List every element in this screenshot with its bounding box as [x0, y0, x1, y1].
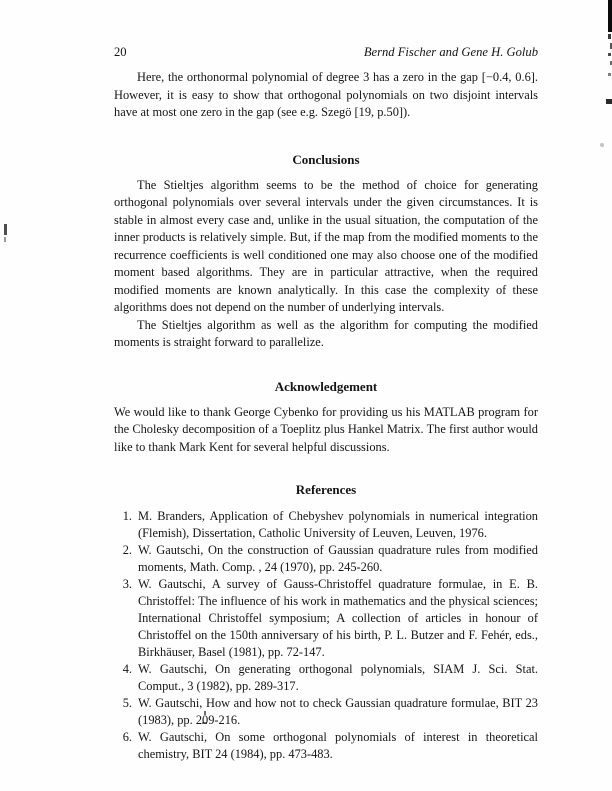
scan-artifact-speck	[608, 34, 611, 39]
reference-item	[117, 576, 538, 661]
reference-text: M. Branders, Application of Chebyshev polynomials in numerical integration (Flemish), Dissertation, Catholic University of Leuven, Leuven, 1976.	[138, 509, 538, 540]
acknowledgement-paragraph: We would like to thank George Cybenko for providing us his MATLAB program for the Cholesky decomposition of a Toeplitz plus Hankel Matrix. The first author would like to thank Mark Kent for several helpful discussions.	[114, 404, 538, 454]
reference-number: 3.	[122, 577, 132, 591]
reference-item	[117, 542, 538, 576]
scan-artifact-edge-strip	[608, 0, 612, 32]
references-heading: References	[295, 482, 357, 497]
page-number: 20	[114, 45, 127, 59]
reference-text: W. Gautschi, How and how not to check Gaussian quadrature formulae, BIT 23 (1983), pp. 209-216.	[138, 696, 538, 727]
scan-artifact-speck	[600, 143, 604, 147]
reference-number: 4.	[122, 662, 132, 676]
reference-item	[117, 508, 538, 542]
scan-artifact-speck	[608, 73, 611, 76]
reference-item	[117, 661, 538, 695]
reference-number: 1.	[122, 509, 132, 523]
conclusions-paragraph-1: The Stieltjes algorithm seems to be the method of choice for generating orthogonal polynomials over several intervals under the given circumstances. It is stable in almost every case and, unlike in the usual situation, the computation of the inner products is relatively simple. But, if the map from the modified moments to the recurrence coefficients is well conditioned one may also choose one of the modified moment based algorithms. They are in particular attractive, when the required modified moments are known analytically. In this case the complexity of these algorithms does not depend on the number of underlying intervals.	[114, 177, 538, 314]
scan-artifact-speck	[608, 53, 611, 56]
reference-text: W. Gautschi, A survey of Gauss-Christoffel quadrature formulae, in E. B. Christoffel: The influence of his work in mathematics and the physical sciences; International Christoffel symposium; A collection of articles in honour of Christoffel on the 150th anniversary of his birth, P. L. Butzer and F. Fehér, eds., Birkhäuser, Basel (1981), pp. 72-147.	[138, 577, 538, 659]
scan-artifact-speck	[4, 237, 6, 242]
reference-text: W. Gautschi, On some orthogonal polynomials of interest in theoretical chemistry, BIT 24 (1984), pp. 473-483.	[138, 730, 538, 761]
reference-number: 6.	[122, 730, 132, 744]
references-list	[114, 508, 538, 763]
page-content	[114, 44, 538, 763]
scan-artifact-speck	[4, 224, 7, 235]
reference-item	[117, 729, 538, 763]
reference-text: W. Gautschi, On the construction of Gaussian quadrature rules from modified moments, Math. Comp. , 24 (1970), pp. 245-260.	[138, 543, 538, 574]
conclusions-paragraph-2: The Stieltjes algorithm as well as the algorithm for computing the modified moments is straight forward to parallelize.	[114, 317, 538, 349]
scan-artifact-speck	[606, 99, 612, 104]
reference-number: 5.	[122, 696, 132, 710]
reference-text: W. Gautschi, On generating orthogonal polynomials, SIAM J. Sci. Stat. Comput., 3 (1982), pp. 289-317.	[138, 662, 538, 693]
running-header	[114, 44, 538, 60]
conclusions-heading: Conclusions	[292, 151, 360, 167]
running-header-authors: Bernd Fischer and Gene H. Golub	[363, 45, 538, 59]
acknowledgement-heading: Acknowledgement	[274, 378, 378, 394]
intro-paragraph: Here, the orthonormal polynomial of degree 3 has a zero in the gap [−0.4, 0.6]. However, it is easy to show that orthogonal polynomials on two disjoint intervals have at most one zero in the gap (see e.g. Szegö [19, p.50]).	[114, 70, 538, 119]
reference-item	[117, 695, 538, 729]
reference-number: 2.	[122, 543, 132, 557]
